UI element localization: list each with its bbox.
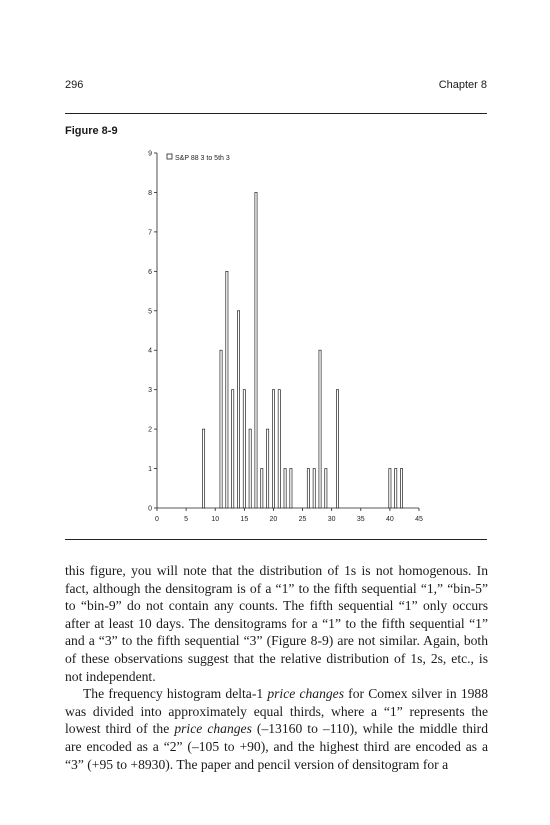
histogram-bar: [237, 311, 239, 508]
paragraph-2-text: (–13160 to –110), while the middle third are encoded as a “2” (–105 to +90), and the highest third are encoded as a “3” (+95 to +8930). The paper and pencil version of densitogram for a: [65, 721, 488, 772]
paragraph-2-text: The frequency histogram delta-1: [83, 686, 268, 702]
x-tick-label: 25: [298, 516, 307, 523]
histogram-bar: [226, 271, 228, 508]
y-tick-label: 3: [148, 387, 152, 395]
y-tick-label: 1: [148, 466, 152, 474]
histogram-bar: [336, 390, 338, 508]
x-tick-label: 45: [415, 516, 423, 523]
histogram-bar: [220, 350, 222, 508]
histogram-bar: [202, 429, 204, 508]
italic-term: price changes: [174, 721, 252, 737]
chart-axes: [157, 153, 419, 508]
histogram-bar: [400, 469, 402, 508]
y-tick-label: 0: [148, 505, 152, 513]
paragraph-2-text: for Comex silver in 1988 was divided into approximately equal thirds, where a “1” represents the lowest third of the: [65, 686, 489, 737]
x-tick-label: 30: [327, 516, 336, 523]
histogram-chart: [0, 140, 550, 530]
x-tick-label: 20: [269, 516, 278, 523]
y-tick-label: 8: [148, 189, 152, 197]
paragraph-2: [65, 685, 488, 773]
histogram-bar: [278, 390, 280, 508]
x-tick-label: 15: [240, 516, 249, 523]
chart-bars: [202, 192, 402, 508]
histogram-bar: [272, 390, 274, 508]
page-number: 296: [65, 79, 84, 91]
histogram-bar: [307, 469, 309, 508]
histogram-bar: [395, 469, 397, 508]
body-text: [65, 562, 488, 773]
y-tick-label: 9: [148, 150, 152, 158]
x-tick-label: 10: [211, 516, 220, 523]
histogram-bar: [284, 469, 286, 508]
histogram-bar: [267, 429, 269, 508]
legend-label: S&P 88 3 to 5th 3: [175, 155, 230, 162]
histogram-bar: [319, 350, 321, 508]
legend-swatch: [167, 154, 172, 159]
paragraph-1: this figure, you will note that the distribution of 1s is not homogenous. In fact, although the densitogram is of a “1” to the fifth sequential “1,” “bin-5” to “bin-9” do not contain any counts. The fifth sequential “1” only occurs after at least 10 days. The densitograms for a “1” to the fifth sequential “1” and a “3” to the fifth sequential “3” (Figure 8-9) are not similar. Again, both of these observations suggest that the relative distribution of 1s, 2s, etc., is not independent.: [65, 563, 488, 684]
x-tick-label: 5: [184, 516, 189, 523]
y-tick-label: 6: [148, 268, 152, 276]
y-tick-label: 7: [148, 229, 152, 237]
histogram-bar: [249, 429, 251, 508]
header-rule: [65, 113, 487, 114]
x-tick-label: 35: [356, 516, 365, 523]
chapter-title: Chapter 8: [438, 79, 487, 91]
italic-term: price changes: [267, 686, 344, 702]
histogram-bar: [232, 390, 234, 508]
histogram-bar: [325, 469, 327, 508]
chart-legend: [167, 154, 230, 162]
histogram-bar: [243, 390, 245, 508]
histogram-bar: [261, 469, 263, 508]
y-tick-label: 5: [148, 308, 152, 316]
chart-ticks: [148, 151, 423, 524]
figure-label: Figure 8-9: [65, 125, 118, 137]
figure-bottom-rule: [65, 539, 487, 540]
histogram-bar: [389, 469, 391, 508]
x-tick-label: 40: [385, 516, 394, 523]
histogram-bar: [290, 469, 292, 508]
y-tick-label: 4: [148, 347, 152, 355]
y-tick-label: 2: [148, 426, 152, 434]
histogram-bar: [255, 192, 257, 508]
histogram-bar: [313, 469, 315, 508]
x-tick-label: 0: [155, 516, 159, 523]
